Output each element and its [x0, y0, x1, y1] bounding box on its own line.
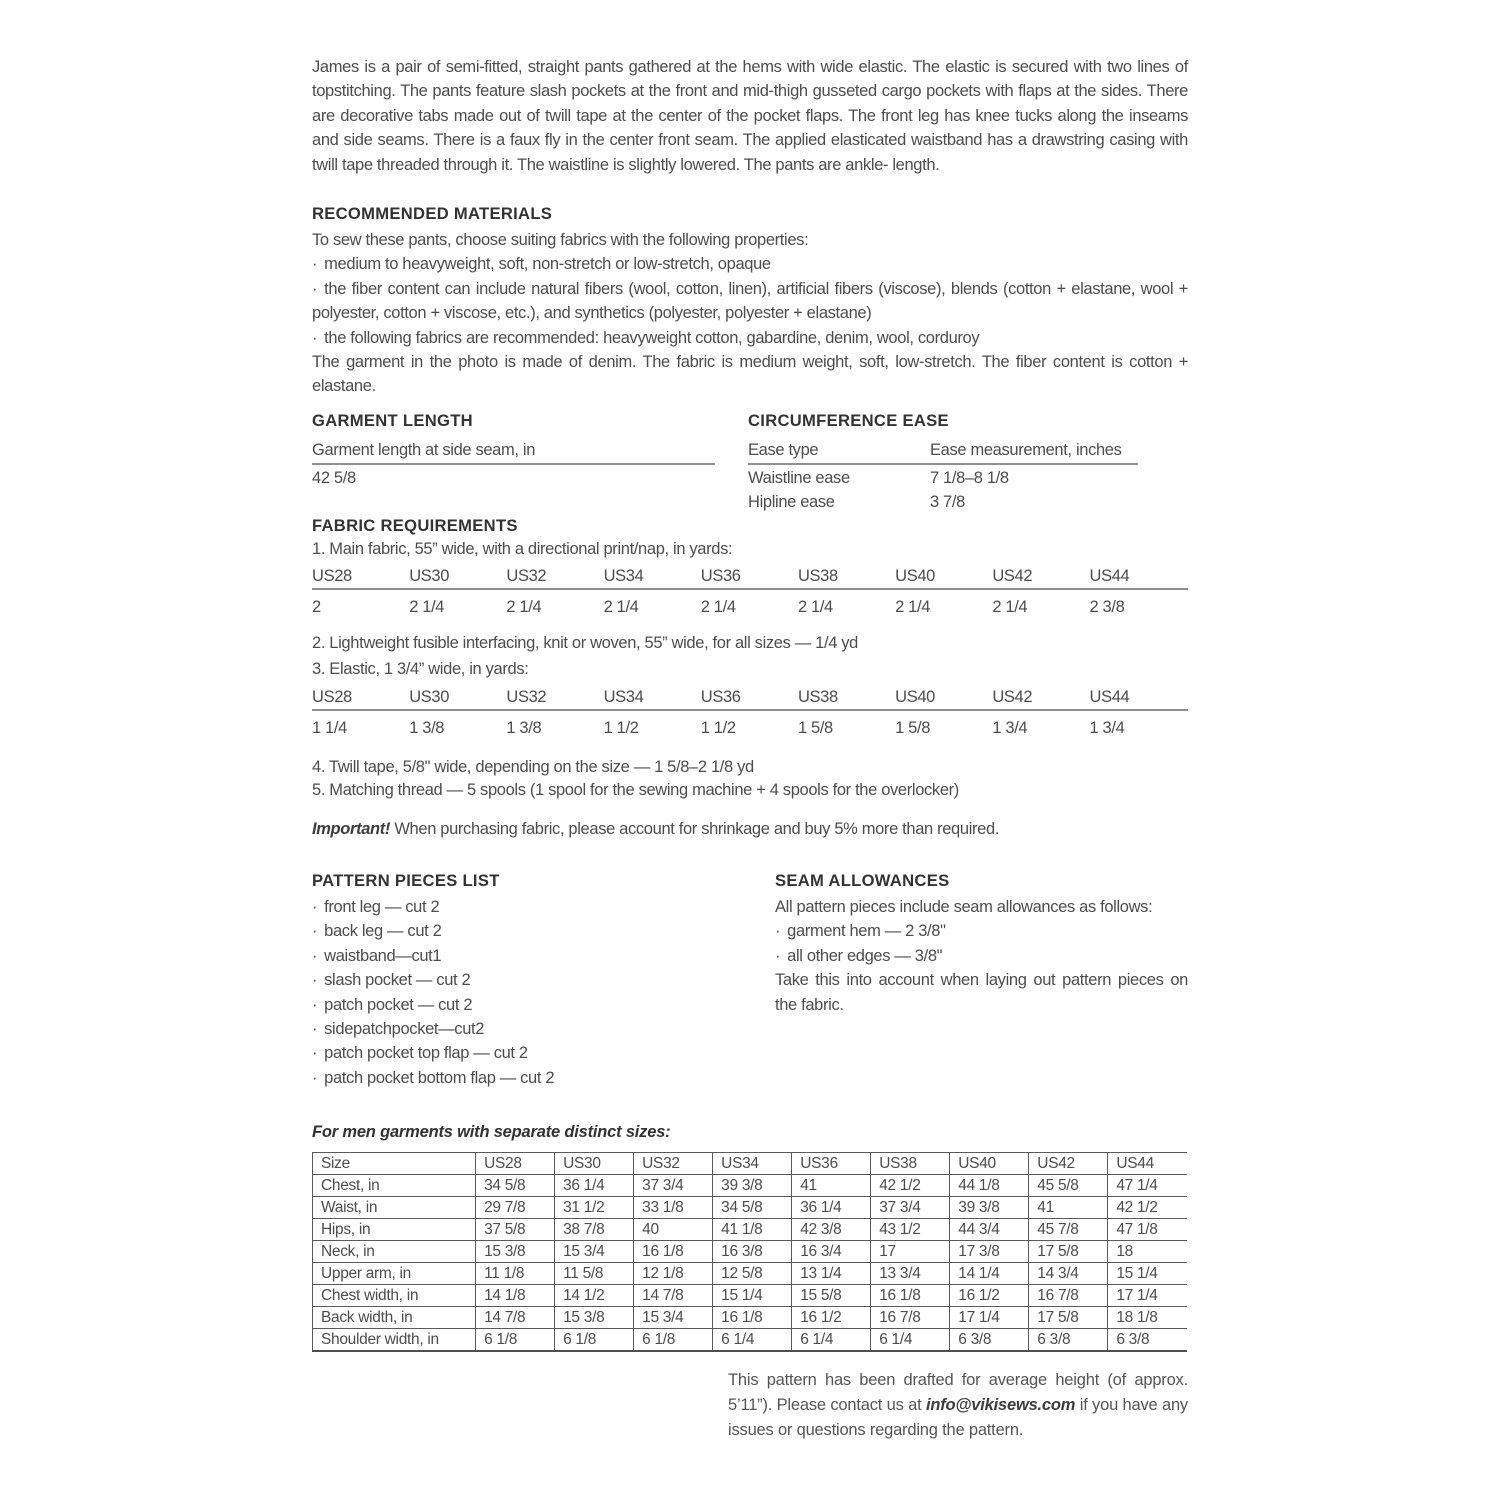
measurement-cell: 14 1/4 — [950, 1263, 1029, 1285]
table-row — [313, 1285, 1188, 1307]
size-col-header: US38 — [871, 1153, 950, 1175]
measurement-cell: 12 5/8 — [713, 1263, 792, 1285]
measurement-cell: 38 7/8 — [555, 1219, 634, 1241]
size-col-header: US34 — [713, 1153, 792, 1175]
measurement-cell: 14 7/8 — [634, 1285, 713, 1307]
size-col-header: US40 — [895, 567, 935, 585]
measurement-cell: 42 1/2 — [871, 1175, 950, 1197]
measurement-cell: 13 1/4 — [792, 1263, 871, 1285]
yardage-cell: 2 1/4 — [603, 598, 639, 616]
measurement-cell: 41 — [1029, 1197, 1108, 1219]
materials-note: The garment in the photo is made of denim. The fabric is medium weight, soft, low-stretch. The fiber content is cotton + elastane. — [312, 353, 1188, 396]
measurement-cell: 18 — [1108, 1241, 1187, 1263]
ease-row-label: Waistline ease — [748, 469, 850, 487]
measurement-cell: 16 1/8 — [634, 1241, 713, 1263]
fabric-item-3: 3. Elastic, 1 3/4” wide, in yards: — [312, 660, 529, 678]
bullet-icon: · — [312, 1044, 318, 1063]
recommended-materials-body — [312, 228, 1188, 399]
measurement-cell: 15 3/8 — [555, 1307, 634, 1329]
size-col-header: US42 — [1029, 1153, 1108, 1175]
yardage-cell: 2 1/4 — [409, 598, 445, 616]
measurement-cell: 47 1/4 — [1108, 1175, 1187, 1197]
measurement-cell: 16 1/2 — [792, 1307, 871, 1329]
seam-allowances-body — [775, 895, 1188, 1017]
yardage-cell: 2 1/4 — [992, 598, 1028, 616]
list-item-text: sidepatchpocket—cut2 — [324, 1020, 485, 1039]
measurement-cell: 16 3/8 — [713, 1241, 792, 1263]
row-label-cell: Hips, in — [313, 1219, 476, 1241]
yardage-cell: 1 3/8 — [409, 719, 445, 737]
measurement-cell: 15 5/8 — [792, 1285, 871, 1307]
measurement-cell: 44 1/8 — [950, 1175, 1029, 1197]
measurement-cell: 37 3/4 — [871, 1197, 950, 1219]
measurement-cell: 15 3/8 — [476, 1241, 555, 1263]
measurement-cell: 37 3/4 — [634, 1175, 713, 1197]
size-col-header: US32 — [634, 1153, 713, 1175]
measurement-cell: 47 1/8 — [1108, 1219, 1187, 1241]
size-col-header: US36 — [700, 567, 741, 585]
size-table — [312, 1152, 1187, 1352]
yardage-cell: 1 1/2 — [603, 719, 639, 737]
measurement-cell: 14 1/2 — [555, 1285, 634, 1307]
bullet-icon: · — [312, 995, 318, 1014]
important-note — [312, 820, 1188, 839]
measurement-cell: 11 1/8 — [476, 1263, 555, 1285]
measurement-cell: 6 3/8 — [1108, 1329, 1187, 1352]
measurement-cell: 17 — [871, 1241, 950, 1263]
row-label-cell: Chest width, in — [313, 1285, 476, 1307]
important-label: Important! — [312, 820, 391, 838]
row-label-cell: Shoulder width, in — [313, 1329, 476, 1352]
ease-type-col-header: Ease type — [748, 441, 930, 465]
garment-length-value: 42 5/8 — [312, 469, 356, 487]
measurement-cell: 14 7/8 — [476, 1307, 555, 1329]
circumference-ease-table — [748, 441, 1138, 513]
fabric-item-2: 2. Lightweight fusible interfacing, knit or woven, 55” wide, for all sizes — 1/4 yd — [312, 634, 858, 652]
list-item-text: patch pocket bottom flap — cut 2 — [324, 1068, 555, 1087]
table-row — [313, 1219, 1188, 1241]
size-table-header-row — [313, 1153, 1188, 1175]
measurement-cell: 16 3/4 — [792, 1241, 871, 1263]
row-label-cell: Back width, in — [313, 1307, 476, 1329]
size-col-header: US32 — [506, 567, 547, 585]
bullet-icon: · — [312, 946, 318, 965]
measurement-cell: 6 1/8 — [555, 1329, 634, 1352]
measurement-cell: 6 3/8 — [1029, 1329, 1108, 1352]
measurement-cell: 39 3/8 — [713, 1175, 792, 1197]
measurement-cell: 17 5/8 — [1029, 1307, 1108, 1329]
fabric-item-4: 4. Twill tape, 5/8" wide, depending on the size — 1 5/8–2 1/8 yd — [312, 758, 754, 776]
ease-measurement-col-header: Ease measurement, inches — [930, 441, 1138, 465]
measurement-cell: 43 1/2 — [871, 1219, 950, 1241]
measurement-cell: 12 1/8 — [634, 1263, 713, 1285]
measurement-cell: 34 5/8 — [476, 1175, 555, 1197]
yardage-cell: 2 1/4 — [797, 598, 833, 616]
yardage-cell: 2 1/4 — [700, 598, 736, 616]
seam-allowances-heading: SEAM ALLOWANCES — [775, 871, 950, 890]
size-col-header: US42 — [992, 567, 1033, 585]
row-label-cell: Size — [313, 1153, 476, 1175]
garment-length-table — [312, 441, 715, 489]
size-col-header: US44 — [1089, 567, 1130, 585]
footer-note — [728, 1368, 1188, 1443]
list-item — [312, 968, 752, 992]
measurement-cell: 42 1/2 — [1108, 1197, 1187, 1219]
measurement-cell: 39 3/8 — [950, 1197, 1029, 1219]
size-col-header: US36 — [700, 688, 741, 706]
measurement-cell: 6 1/8 — [634, 1329, 713, 1352]
elastic-table — [312, 688, 1188, 737]
measurement-cell: 17 3/8 — [950, 1241, 1029, 1263]
yardage-cell: 2 3/8 — [1089, 598, 1125, 616]
measurement-cell: 17 1/4 — [1108, 1285, 1187, 1307]
list-item — [312, 944, 752, 968]
fabric-item-1: 1. Main fabric, 55” wide, with a directional print/nap, in yards: — [312, 540, 733, 558]
table-row — [313, 1329, 1188, 1352]
size-col-header: US38 — [797, 688, 838, 706]
measurement-cell: 6 1/4 — [713, 1329, 792, 1352]
footer-text-before: This pattern has been drafted for average height (of approx. 5’11”). Please contact us at — [728, 1371, 1188, 1414]
contact-email-link[interactable]: info@vikisews.com — [925, 1396, 1076, 1414]
measurement-cell: 6 3/8 — [950, 1329, 1029, 1352]
ease-row-value: 7 1/8–8 1/8 — [930, 469, 1009, 487]
measurement-cell: 31 1/2 — [555, 1197, 634, 1219]
yardage-cell: 1 1/2 — [700, 719, 736, 737]
list-item-text: front leg — cut 2 — [324, 898, 440, 916]
measurement-cell: 45 7/8 — [1029, 1219, 1108, 1241]
recommended-materials-heading: RECOMMENDED MATERIALS — [312, 204, 553, 223]
size-col-header: US38 — [797, 567, 838, 585]
list-item — [312, 277, 1188, 326]
measurement-cell: 16 1/2 — [950, 1285, 1029, 1307]
list-item-text: all other edges — 3/8" — [787, 946, 943, 965]
size-col-header: US30 — [409, 688, 450, 706]
measurement-cell: 17 1/4 — [950, 1307, 1029, 1329]
yardage-cell: 1 5/8 — [797, 719, 833, 737]
size-col-header: US44 — [1089, 688, 1130, 706]
materials-bullet-list — [312, 252, 1188, 350]
seam-allowances-bullets — [775, 919, 1188, 968]
size-col-header: US28 — [312, 688, 352, 706]
yardage-cell: 1 1/4 — [312, 719, 347, 737]
list-item — [312, 895, 752, 919]
measurement-cell: 37 5/8 — [476, 1219, 555, 1241]
garment-length-heading: GARMENT LENGTH — [312, 411, 473, 430]
size-table-title: For men garments with separate distinct sizes: — [312, 1123, 671, 1141]
list-item — [312, 1017, 752, 1041]
bullet-icon: · — [312, 328, 318, 347]
table-row — [313, 1307, 1188, 1329]
fabric-requirements-heading: FABRIC REQUIREMENTS — [312, 516, 518, 535]
measurement-cell: 33 1/8 — [634, 1197, 713, 1219]
list-item-text: patch pocket top flap — cut 2 — [324, 1044, 528, 1063]
circumference-ease-heading: CIRCUMFERENCE EASE — [748, 411, 949, 430]
bullet-icon: · — [312, 279, 318, 298]
bullet-icon: · — [312, 922, 318, 941]
elastic-table-header — [312, 688, 1188, 711]
intro-paragraph: James is a pair of semi-fitted, straight pants gathered at the hems with wide elastic. The elastic is secured with two lines of topstitching. The pants feature slash pockets at the front and mid-thigh gusseted cargo pockets with flaps at the sides. There are decorative tabs made out of twill tape at the center of the pocket flaps. The front leg has knee tucks along the inseams and side seams. There is a faux fly in the center front seam. The applied elasticated waistband has a drawstring casing with twill tape threaded through it. The waistline is slightly lowered. The pants are ankle- length. — [312, 58, 1188, 174]
bullet-icon: · — [312, 1068, 318, 1087]
size-col-header: US30 — [409, 567, 450, 585]
footer-text-after: if you have any issues or questions regarding the pattern. — [728, 1396, 1188, 1439]
measurement-cell: 14 3/4 — [1029, 1263, 1108, 1285]
size-col-header: US40 — [950, 1153, 1029, 1175]
measurement-cell: 42 3/8 — [792, 1219, 871, 1241]
ease-row-label: Hipline ease — [748, 493, 835, 511]
measurement-cell: 45 5/8 — [1029, 1175, 1108, 1197]
elastic-table-values — [312, 719, 1188, 737]
size-col-header: US34 — [603, 567, 644, 585]
measurement-cell: 17 5/8 — [1029, 1241, 1108, 1263]
list-item — [312, 993, 752, 1017]
measurement-cell: 15 1/4 — [713, 1285, 792, 1307]
measurement-cell: 36 1/4 — [555, 1175, 634, 1197]
bullet-icon: · — [312, 898, 318, 916]
measurement-cell: 44 3/4 — [950, 1219, 1029, 1241]
list-item-text: back leg — cut 2 — [324, 922, 442, 941]
size-col-header: US28 — [312, 567, 352, 585]
materials-lead: To sew these pants, choose suiting fabrics with the following properties: — [312, 231, 809, 249]
yardage-cell: 1 3/4 — [992, 719, 1028, 737]
yardage-cell: 2 1/4 — [506, 598, 542, 616]
row-label-cell: Upper arm, in — [313, 1263, 476, 1285]
list-item — [775, 944, 1188, 968]
size-col-header: US36 — [792, 1153, 871, 1175]
measurement-cell: 29 7/8 — [476, 1197, 555, 1219]
measurement-cell: 41 — [792, 1175, 871, 1197]
list-item — [312, 919, 752, 943]
fabric-item-5: 5. Matching thread — 5 spools (1 spool for the sewing machine + 4 spools for the overlocker) — [312, 781, 959, 799]
list-item-text: slash pocket — cut 2 — [324, 971, 471, 990]
size-col-header: US28 — [476, 1153, 555, 1175]
measurement-cell: 18 1/8 — [1108, 1307, 1187, 1329]
list-item — [312, 1066, 752, 1090]
measurement-cell: 14 1/8 — [476, 1285, 555, 1307]
row-label-cell: Waist, in — [313, 1197, 476, 1219]
size-col-header: US32 — [506, 688, 547, 706]
list-item-text: medium to heavyweight, soft, non-stretch or low-stretch, opaque — [324, 255, 771, 274]
yardage-cell: 1 3/8 — [506, 719, 542, 737]
list-item-text: the following fabrics are recommended: heavyweight cotton, gabardine, denim, wool, corduroy — [324, 328, 980, 347]
list-item — [775, 919, 1188, 943]
yardage-cell: 2 1/4 — [895, 598, 931, 616]
main-fabric-table — [312, 567, 1188, 616]
size-table-body — [313, 1153, 1188, 1352]
measurement-cell: 36 1/4 — [792, 1197, 871, 1219]
bullet-icon: · — [775, 922, 781, 941]
table-row — [313, 1241, 1188, 1263]
important-text: When purchasing fabric, please account for shrinkage and buy 5% more than required. — [394, 820, 1000, 838]
garment-length-col-header: Garment length at side seam, in — [312, 441, 715, 465]
list-item-text: waistband—cut1 — [324, 946, 442, 965]
table-row — [313, 1263, 1188, 1285]
list-item-text: the fiber content can include natural fibers (wool, cotton, linen), artificial fibers (viscose), blends (cotton + elastane, wool + polyester, cotton + viscose, etc.), and synthetics (polyester, polyester + elastane) — [312, 279, 1188, 323]
bullet-icon: · — [312, 1020, 318, 1039]
bullet-icon: · — [775, 946, 781, 965]
measurement-cell: 15 3/4 — [555, 1241, 634, 1263]
measurement-cell: 16 7/8 — [1029, 1285, 1108, 1307]
bullet-icon: · — [312, 971, 318, 990]
seam-allowances-lead: All pattern pieces include seam allowances as follows: — [775, 898, 1153, 916]
row-label-cell: Neck, in — [313, 1241, 476, 1263]
list-item-text: garment hem — 2 3/8" — [787, 922, 946, 941]
size-col-header: US30 — [555, 1153, 634, 1175]
yardage-cell: 1 5/8 — [895, 719, 931, 737]
main-fabric-table-values — [312, 598, 1188, 616]
measurement-cell: 41 1/8 — [713, 1219, 792, 1241]
measurement-cell: 6 1/8 — [476, 1329, 555, 1352]
ease-row-value: 3 7/8 — [930, 493, 965, 511]
yardage-cell: 1 3/4 — [1089, 719, 1125, 737]
measurement-cell: 15 3/4 — [634, 1307, 713, 1329]
size-col-header: US44 — [1108, 1153, 1187, 1175]
measurement-cell: 40 — [634, 1219, 713, 1241]
measurement-cell: 6 1/4 — [871, 1329, 950, 1352]
bullet-icon: · — [312, 255, 318, 274]
measurement-cell: 6 1/4 — [792, 1329, 871, 1352]
measurement-cell: 16 1/8 — [713, 1307, 792, 1329]
measurement-cell: 11 5/8 — [555, 1263, 634, 1285]
pattern-pieces-heading: PATTERN PIECES LIST — [312, 871, 500, 890]
size-col-header: US40 — [895, 688, 935, 706]
table-row — [313, 1175, 1188, 1197]
table-row — [313, 1197, 1188, 1219]
main-fabric-table-header — [312, 567, 1188, 590]
measurement-cell: 15 1/4 — [1108, 1263, 1187, 1285]
list-item — [312, 326, 1188, 350]
list-item-text: patch pocket — cut 2 — [324, 995, 473, 1014]
measurement-cell: 16 1/8 — [871, 1285, 950, 1307]
pattern-pieces-list — [312, 895, 752, 1090]
seam-allowances-note: Take this into account when laying out pattern pieces on the fabric. — [775, 971, 1188, 1014]
measurement-cell: 13 3/4 — [871, 1263, 950, 1285]
size-col-header: US42 — [992, 688, 1033, 706]
list-item — [312, 252, 1188, 276]
measurement-cell: 34 5/8 — [713, 1197, 792, 1219]
measurement-cell: 16 7/8 — [871, 1307, 950, 1329]
yardage-cell: 2 — [312, 598, 321, 616]
list-item — [312, 1041, 752, 1065]
size-col-header: US34 — [603, 688, 644, 706]
row-label-cell: Chest, in — [313, 1175, 476, 1197]
